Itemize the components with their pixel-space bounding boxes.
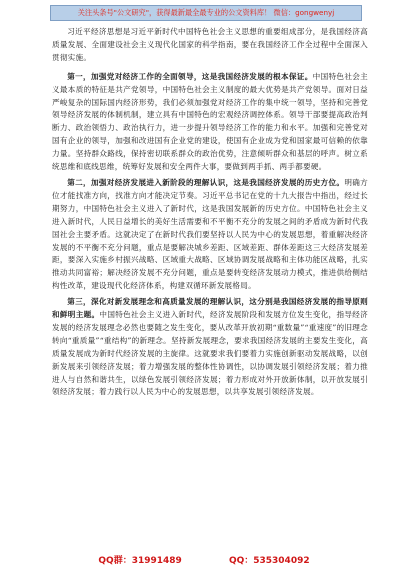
section-2-body: 明确方位才能找准方向，找准方向才能决定节奏。习近平总书记在党的十九大报告中指出，经过长期努力，中国特色社会主义进入了新时代，这是我国发展新的历史方位。中国特色社会主义进入新时代，人民日益增长的美好生活需要和不平衡不充分的发展之间的矛盾成为新时代我国社会主要矛盾。这就决定了在新时代我们要坚持以人民为中心的发展思想，着重解决经济发展的不平衡不充分问题，重点是要解决城乡差距、区域差距、群体差距这三大经济发展差距，要深入实施乡村振兴战略、区域重大战略、区域协调发展战略和主体功能区战略，扎实推动共同富裕；解决经济发展不充分问题，重点是要转变经济发展动力模式，推进供给侧结构性改革，建设现代化经济体系，构建双循环新发展格局。 — [52, 177, 369, 291]
section-3 — [52, 296, 368, 399]
section-2-heading: 第二，加强对经济发展进入新阶段的理解认识，这是我国经济发展的历史方位。 — [67, 177, 345, 187]
section-3-heading: 第三，深化对新发展理念和高质量发展的理解认识，这分别是我国经济发展的指导原则和鲜明主题。 — [52, 297, 368, 320]
section-3-body: 中国特色社会主义进入新时代，经济发展阶段和发展方位发生变化，指导经济发展的经济发展理念必然也要随之发生变化，要从改革开放初期“重数量”“重速度”的旧理念转向“重质量”“重结构”的新理念。坚持新发展理念，要求我国经济发展的主要发生变化，高质量发展成为新时代经济发展的主旋律。这就要求我们要着力实施创新驱动发展战略，以创新发展来引领经济发展；着力增强发展的整体性协调性，以协调发展引领经济发展；着力推进人与自然和谐共生，以绿色发展引领经济发展；着力形成对外开放新体制，以开放发展引领经济发展；着力践行以人民为中心的发展思想，以共享发展引领经济发展。 — [52, 310, 369, 397]
qq-number: QQ：535304092 — [228, 556, 310, 566]
document-body — [52, 26, 368, 402]
section-2 — [52, 177, 368, 293]
section-1-heading: 第一，加强党对经济工作的全面领导，这是我国经济发展的根本保证。 — [67, 71, 313, 81]
qq-group: QQ群：31991489 — [98, 556, 182, 566]
section-1 — [52, 71, 368, 174]
intro-paragraph: 习近平经济思想是习近平新时代中国特色社会主义思想的重要组成部分，是我国经济高质量发展、全面建设社会主义现代化国家的科学指南，要在我国经济工作全过程中全面深入贯彻实施。 — [52, 27, 368, 62]
contact-footer — [0, 553, 408, 565]
promo-banner: 关注头条号"公文研究"，获得最新最全最专业的公文资料库！ 微信：gongwenyj — [50, 5, 362, 21]
section-1-body: 中国特色社会主义最本质的特征是共产党领导，中国特色社会主义制度的最大优势是共产党领导。面对日益严峻复杂的国际国内经济形势，我们必须加强党对经济工作的集中统一领导，坚持和完善党领导经济发展的体制机制，建立具有中国特色的宏观经济调控体系。领导干部要提高政治判断力、政治领悟力、政治执行力，进一步提升领导经济工作的能力和水平。加强和完善党对国有企业的领导，加强和改进国有企业党的建设，使国有企业成为党和国家最可信赖的依靠力量。坚持群众路线，保持密切联系群众的政治优势，注意倾听群众和基层的呼声。树立系统思维和底线思维，统筹好发展和安全两件大事，要做到两手抓、两手都要硬。 — [52, 71, 369, 172]
